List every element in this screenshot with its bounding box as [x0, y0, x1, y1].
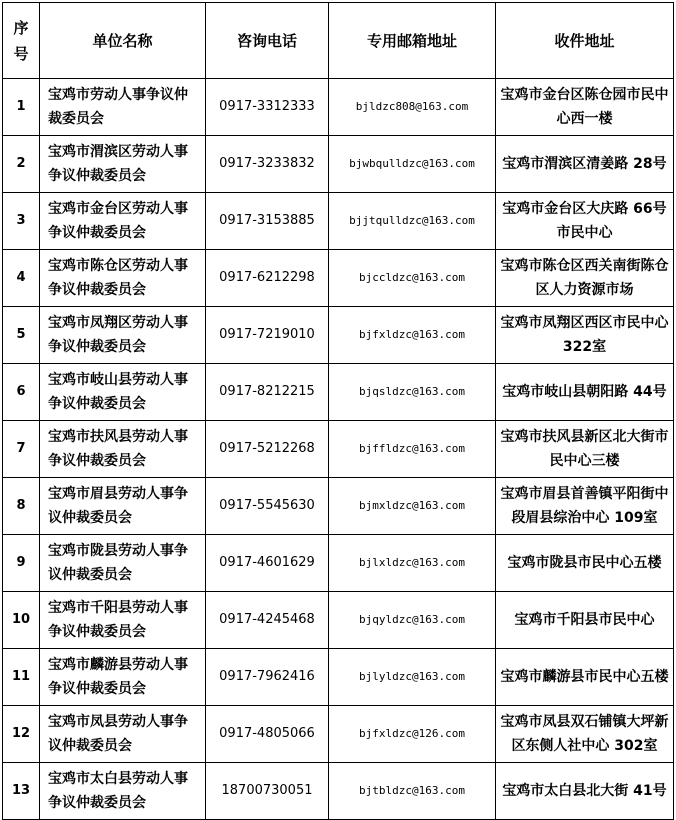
table-row — [3, 364, 674, 421]
committee-name: 宝鸡市眉县劳动人事争议仲裁委员会 — [40, 478, 206, 535]
committee-name: 宝鸡市金台区劳动人事争议仲裁委员会 — [40, 193, 206, 250]
table-row — [3, 535, 674, 592]
table-row — [3, 478, 674, 535]
email-address: bjtbldzc@163.com — [329, 763, 496, 820]
email-address: bjccldzc@163.com — [329, 250, 496, 307]
mailing-address: 宝鸡市凤县双石铺镇大坪新区东侧人社中心 302室 — [496, 706, 674, 763]
mailing-address: 宝鸡市眉县首善镇平阳街中段眉县综治中心 109室 — [496, 478, 674, 535]
email-address: bjldzc808@163.com — [329, 79, 496, 136]
table-row — [3, 136, 674, 193]
table-row — [3, 307, 674, 364]
phone-number: 0917-7962416 — [206, 649, 329, 706]
email-address: bjqsldzc@163.com — [329, 364, 496, 421]
row-number: 10 — [3, 592, 40, 649]
committee-name: 宝鸡市岐山县劳动人事争议仲裁委员会 — [40, 364, 206, 421]
mailing-address: 宝鸡市扶风县新区北大街市民中心三楼 — [496, 421, 674, 478]
phone-number: 0917-5545630 — [206, 478, 329, 535]
table-row — [3, 79, 674, 136]
email-address: bjqyldzc@163.com — [329, 592, 496, 649]
arbitration-committee-table — [2, 2, 674, 820]
table-row — [3, 763, 674, 820]
row-number: 13 — [3, 763, 40, 820]
committee-name: 宝鸡市凤翔区劳动人事争议仲裁委员会 — [40, 307, 206, 364]
mailing-address: 宝鸡市陇县市民中心五楼 — [496, 535, 674, 592]
phone-number: 0917-7219010 — [206, 307, 329, 364]
row-number: 3 — [3, 193, 40, 250]
header-seq-line2: 号 — [13, 44, 29, 63]
email-address: bjlxldzc@163.com — [329, 535, 496, 592]
header-seq-line1: 序 — [13, 18, 29, 37]
mailing-address: 宝鸡市麟游县市民中心五楼 — [496, 649, 674, 706]
committee-name: 宝鸡市劳动人事争议仲裁委员会 — [40, 79, 206, 136]
email-address: bjlyldzc@163.com — [329, 649, 496, 706]
committee-name: 宝鸡市渭滨区劳动人事争议仲裁委员会 — [40, 136, 206, 193]
email-address: bjjtqulldzc@163.com — [329, 193, 496, 250]
email-address: bjmxldzc@163.com — [329, 478, 496, 535]
mailing-address: 宝鸡市千阳县市民中心 — [496, 592, 674, 649]
row-number: 2 — [3, 136, 40, 193]
mailing-address: 宝鸡市金台区陈仓园市民中心西一楼 — [496, 79, 674, 136]
phone-number: 0917-3153885 — [206, 193, 329, 250]
row-number: 11 — [3, 649, 40, 706]
row-number: 1 — [3, 79, 40, 136]
email-address: bjffldzc@163.com — [329, 421, 496, 478]
table-body — [3, 79, 674, 820]
phone-number: 0917-4245468 — [206, 592, 329, 649]
email-address: bjfxldzc@163.com — [329, 307, 496, 364]
phone-number: 0917-4805066 — [206, 706, 329, 763]
header-phone: 咨询电话 — [206, 3, 329, 79]
committee-name: 宝鸡市陈仓区劳动人事争议仲裁委员会 — [40, 250, 206, 307]
committee-name: 宝鸡市麟游县劳动人事争议仲裁委员会 — [40, 649, 206, 706]
committee-name: 宝鸡市扶风县劳动人事争议仲裁委员会 — [40, 421, 206, 478]
phone-number: 0917-6212298 — [206, 250, 329, 307]
header-seq — [3, 3, 40, 79]
email-address: bjwbqulldzc@163.com — [329, 136, 496, 193]
row-number: 7 — [3, 421, 40, 478]
row-number: 6 — [3, 364, 40, 421]
table-header-row — [3, 3, 674, 79]
row-number: 4 — [3, 250, 40, 307]
phone-number: 0917-8212215 — [206, 364, 329, 421]
mailing-address: 宝鸡市太白县北大街 41号 — [496, 763, 674, 820]
committee-name: 宝鸡市千阳县劳动人事争议仲裁委员会 — [40, 592, 206, 649]
phone-number: 0917-5212268 — [206, 421, 329, 478]
mailing-address: 宝鸡市陈仓区西关南街陈仓区人力资源市场 — [496, 250, 674, 307]
table-row — [3, 649, 674, 706]
header-name: 单位名称 — [40, 3, 206, 79]
table-row — [3, 592, 674, 649]
table-row — [3, 421, 674, 478]
table-row — [3, 706, 674, 763]
committee-name: 宝鸡市太白县劳动人事争议仲裁委员会 — [40, 763, 206, 820]
table-row — [3, 250, 674, 307]
mailing-address: 宝鸡市凤翔区西区市民中心 322室 — [496, 307, 674, 364]
phone-number: 0917-4601629 — [206, 535, 329, 592]
row-number: 9 — [3, 535, 40, 592]
phone-number: 18700730051 — [206, 763, 329, 820]
mailing-address: 宝鸡市岐山县朝阳路 44号 — [496, 364, 674, 421]
phone-number: 0917-3233832 — [206, 136, 329, 193]
committee-name: 宝鸡市陇县劳动人事争议仲裁委员会 — [40, 535, 206, 592]
row-number: 5 — [3, 307, 40, 364]
email-address: bjfxldzc@126.com — [329, 706, 496, 763]
table-row — [3, 193, 674, 250]
mailing-address: 宝鸡市渭滨区清姜路 28号 — [496, 136, 674, 193]
mailing-address: 宝鸡市金台区大庆路 66号市民中心 — [496, 193, 674, 250]
row-number: 8 — [3, 478, 40, 535]
header-email: 专用邮箱地址 — [329, 3, 496, 79]
phone-number: 0917-3312333 — [206, 79, 329, 136]
header-address: 收件地址 — [496, 3, 674, 79]
committee-name: 宝鸡市凤县劳动人事争议仲裁委员会 — [40, 706, 206, 763]
row-number: 12 — [3, 706, 40, 763]
